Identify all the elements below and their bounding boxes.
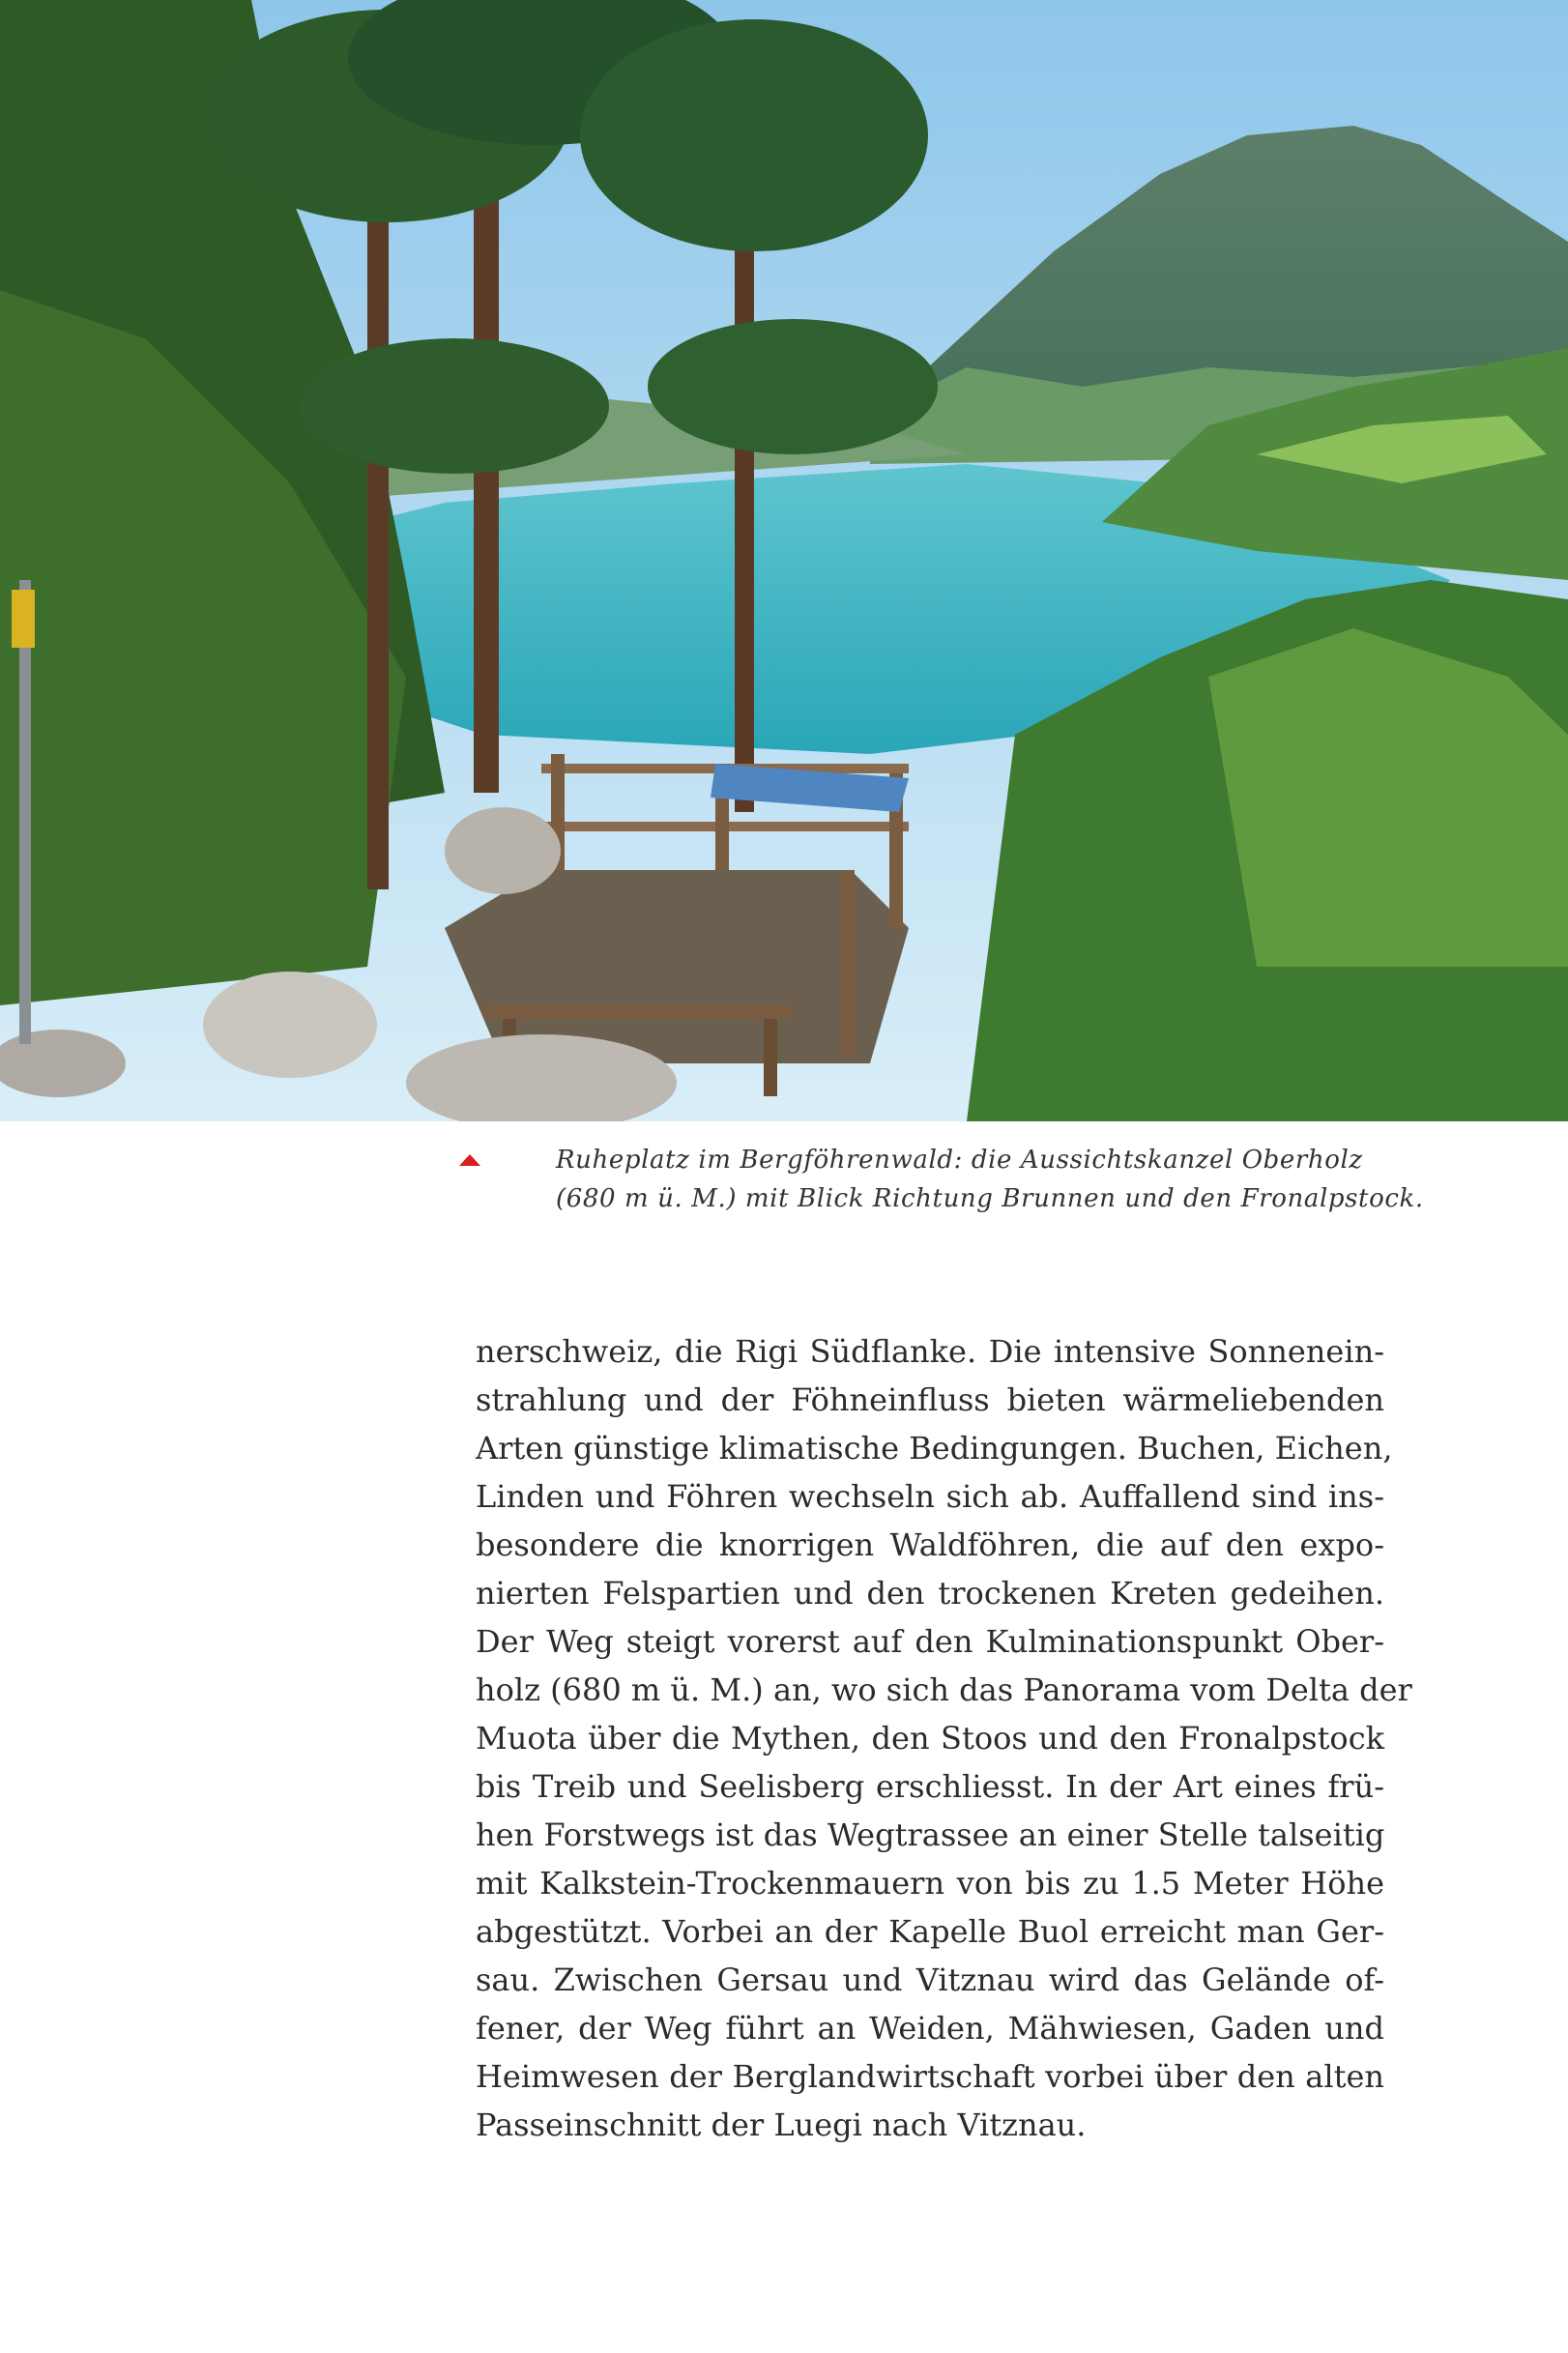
text-line: Heimwesen der Berglandwirtschaft vorbei über den alten <box>476 2058 1384 2095</box>
text-line: mit Kalkstein-Trockenmauern von bis zu 1.5 Meter Höhe <box>476 1865 1384 1902</box>
caption-line: Ruheplatz im Bergföhrenwald: die Aussichtskanzel Oberholz <box>556 1146 1363 1175</box>
caption-text <box>556 1141 1484 1218</box>
caption-line: (680 m ü. M.) mit Blick Richtung Brunnen und den Fronalpstock. <box>556 1184 1424 1213</box>
landscape-photo <box>0 0 1568 1121</box>
text-line: abgestützt. Vorbei an der Kapelle Buol erreicht man Ger- <box>476 1913 1384 1950</box>
triangle-up-icon <box>459 1154 480 1166</box>
text-line: strahlung und der Föhneinfluss bieten wärmeliebenden <box>476 1381 1384 1418</box>
text-line: besondere die knorrigen Waldföhren, die auf den expo- <box>476 1526 1384 1563</box>
text-line: holz (680 m ü. M.) an, wo sich das Panorama vom Delta der <box>476 1671 1412 1708</box>
text-line: Arten günstige klimatische Bedingungen. Buchen, Eichen, <box>476 1430 1393 1467</box>
text-line: sau. Zwischen Gersau und Vitznau wird das Gelände of- <box>476 1961 1384 1998</box>
text-line: nierten Felspartien und den trockenen Kreten gedeihen. <box>476 1575 1384 1612</box>
text-line: Passeinschnitt der Luegi nach Vitznau. <box>476 2106 1087 2143</box>
text-line: Der Weg steigt vorerst auf den Kulminationspunkt Ober- <box>476 1623 1384 1660</box>
text-line: Muota über die Mythen, den Stoos und den Fronalpstock <box>476 1720 1384 1757</box>
text-line: nerschweiz, die Rigi Südflanke. Die intensive Sonnenein- <box>476 1333 1384 1370</box>
text-line: hen Forstwegs ist das Wegtrassee an einer Stelle talseitig <box>476 1816 1385 1853</box>
text-line: fener, der Weg führt an Weiden, Mähwiesen, Gaden und <box>476 2010 1384 2047</box>
text-line: Linden und Föhren wechseln sich ab. Auffallend sind ins- <box>476 1478 1384 1515</box>
body-paragraph <box>476 1327 1412 2149</box>
text-line: bis Treib und Seelisberg erschliesst. In der Art eines frü- <box>476 1768 1384 1805</box>
lake-view-illustration <box>0 0 1568 1121</box>
